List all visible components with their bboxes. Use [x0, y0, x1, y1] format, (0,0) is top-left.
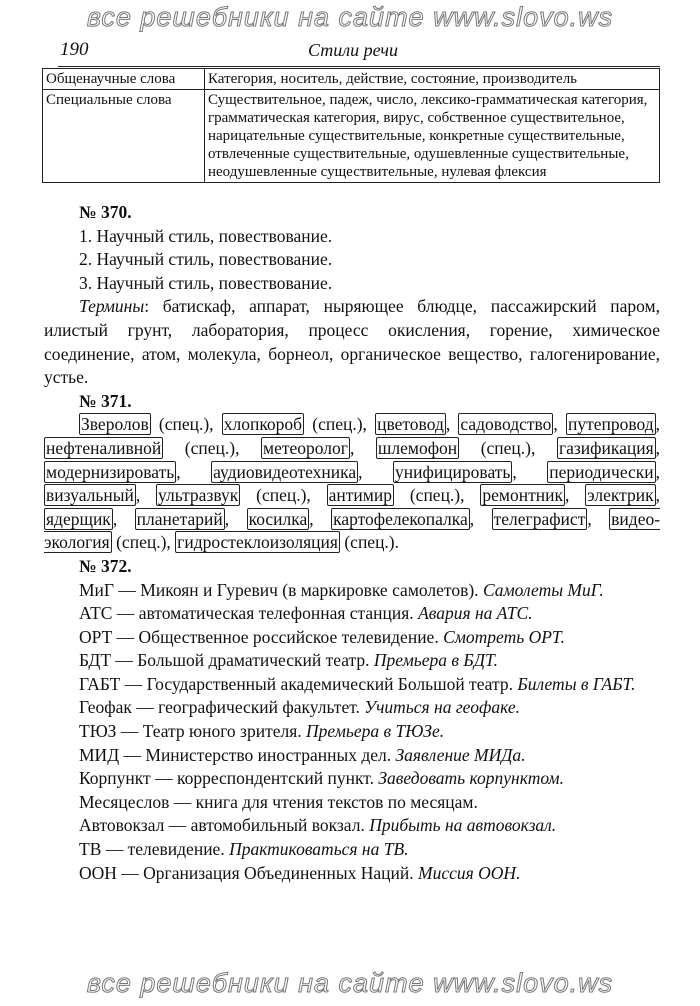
word-separator: ,	[309, 508, 332, 529]
abbreviation-definition: ООН — Организация Объединенных Наций.	[79, 862, 419, 883]
abbreviation-definition: ОРТ — Общественное российское телевидение.	[79, 626, 444, 647]
usage-example: Миссия ООН.	[418, 862, 521, 883]
usage-example: Авария на АТС.	[418, 603, 533, 624]
abbreviation-entry	[44, 862, 660, 886]
abbreviation-definition: ТВ — телевидение.	[79, 839, 230, 860]
marked-word: метеоролог	[263, 437, 348, 458]
word-separator: ,	[587, 508, 610, 529]
terms-text: : батискаф, аппарат, ныряющее блюдце, пассажирский паром, илистый грунт, лаборатория, процесс окисления, горение, химическое соединение, атом, молекула, борнеол, органическое вещество, галогенирование, устье.	[44, 296, 660, 388]
marked-word: ультразвук	[158, 485, 239, 506]
marked-word: Зверолов	[81, 414, 149, 435]
abbreviation-entry	[44, 696, 660, 720]
abbreviation-entry	[44, 744, 660, 768]
word-separator: (спец.),	[111, 532, 176, 553]
marked-word: видео-экология	[44, 508, 661, 553]
word-separator: (спец.),	[304, 414, 376, 435]
word-separator: (спец.).	[339, 532, 400, 553]
word-separator: ,	[655, 461, 661, 482]
word-separator: ,	[512, 461, 548, 482]
abbreviation-entry	[44, 602, 660, 626]
marked-word: садоводство	[460, 414, 552, 435]
abbreviation-entry	[44, 838, 660, 862]
abbreviation-definition: Автовокзал — автомобильный вокзал.	[79, 815, 370, 836]
usage-example: Самолеты МиГ.	[482, 579, 604, 600]
word-separator: ,	[224, 508, 247, 529]
marked-word: ремонтник	[482, 485, 563, 506]
marked-word: периодически	[549, 461, 654, 482]
table-row	[43, 69, 660, 90]
word-separator: ,	[349, 437, 376, 458]
usage-example: Прибыть на автовокзал.	[369, 815, 557, 836]
watermark-top: все решебники на сайте www.slovo.ws	[86, 2, 614, 32]
abbreviation-definition: Корпункт — корреспондентский пункт.	[79, 768, 379, 789]
abbreviation-definition: ТЮЗ — Театр юного зрителя.	[79, 721, 307, 742]
abbreviation-entry	[44, 579, 660, 603]
marked-word: гидростеклоизоляция	[177, 532, 338, 553]
word-separator: (спец.),	[150, 414, 222, 435]
marked-word: шлемофон	[377, 437, 458, 458]
word-separator: ,	[135, 485, 157, 506]
abbreviation-definition: МиГ — Микоян и Гуревич (в маркировке самолетов).	[79, 579, 483, 600]
marked-word: косилка	[248, 508, 308, 529]
marked-word: путепровод	[567, 414, 654, 435]
marked-word: картофелекопалка	[333, 508, 468, 529]
table-cell-examples: Категория, носитель, действие, состояние, производитель	[205, 69, 660, 90]
marked-word: аудиовидеотехника	[213, 461, 357, 482]
exercise-371-number: № 371.	[79, 390, 132, 411]
word-separator: ,	[469, 508, 492, 529]
word-separator: ,	[445, 414, 459, 435]
exercise-371-words	[44, 413, 660, 555]
abbreviation-entry	[44, 720, 660, 744]
word-separator: ,	[564, 485, 586, 506]
table-cell-category: Специальные слова	[43, 90, 205, 183]
table-cell-category: Общенаучные слова	[43, 69, 205, 90]
marked-word: цветовод	[377, 414, 444, 435]
abbreviation-entry	[44, 673, 660, 697]
word-separator: (спец.),	[240, 485, 327, 506]
running-title: Стили речи	[308, 40, 398, 60]
abbreviation-entry	[44, 626, 660, 650]
usage-example: Премьера в БДТ.	[373, 650, 499, 671]
abbreviation-definition: БДТ — Большой драматический театр.	[79, 650, 374, 671]
exercise-370-number: № 370.	[79, 202, 132, 222]
exercise-372-number: № 372.	[79, 555, 132, 576]
marked-word: визуальный	[46, 485, 134, 506]
page-number: 190	[60, 39, 89, 60]
marked-word: нефтеналивной	[46, 437, 162, 458]
word-separator: ,	[553, 414, 566, 435]
list-item: 2. Научный стиль, повествование.	[79, 249, 333, 270]
word-separator: ,	[655, 437, 661, 458]
marked-word: унифицировать	[395, 461, 511, 482]
word-separator: (спец.),	[163, 437, 262, 458]
terms-table	[42, 68, 660, 183]
terms-paragraph	[44, 295, 660, 389]
usage-example: Заявление МИДа.	[395, 744, 526, 765]
page-content	[44, 201, 660, 885]
list-item: 3. Научный стиль, повествование.	[79, 272, 333, 293]
word-separator: (спец.),	[459, 437, 557, 458]
marked-word: хлопкороб	[223, 414, 303, 435]
abbreviation-definition: ГАБТ — Государственный академический Большой театр.	[79, 673, 518, 694]
word-separator: (спец.),	[394, 485, 481, 506]
word-separator: ,	[655, 414, 661, 435]
page-header	[58, 36, 660, 67]
word-separator: ,	[176, 461, 212, 482]
marked-word: планетарий	[136, 508, 223, 529]
marked-word: модернизировать	[46, 461, 175, 482]
abbreviation-entry	[44, 791, 660, 815]
marked-word: ядерщик	[46, 508, 111, 529]
table-row	[43, 90, 660, 183]
usage-example: Смотреть ОРТ.	[443, 626, 565, 647]
table-cell-examples: Существительное, падеж, число, лексико-грамматическая категория, грамматическая категория, вирус, собственное существительное, нарицательные существительные, конкретные существительные, отвлеченные существительные, одушевленные существительные, неодушевленные существительные, нулевая флексия	[205, 90, 660, 183]
abbreviation-entry	[44, 767, 660, 791]
marked-word: антимир	[328, 485, 392, 506]
abbreviation-definition: Месяцеслов — книга для чтения текстов по месяцам.	[79, 791, 478, 812]
abbreviation-entry	[44, 814, 660, 838]
usage-example: Практиковаться на ТВ.	[229, 839, 409, 860]
watermark-bottom: все решебники на сайте www.slovo.ws	[86, 968, 614, 998]
marked-word: газификация	[558, 437, 654, 458]
list-item: 1. Научный стиль, повествование.	[79, 225, 333, 246]
exercise-372-entries	[44, 579, 660, 886]
abbreviation-definition: Геофак — географический факультет.	[79, 697, 365, 718]
usage-example: Премьера в ТЮЗе.	[306, 721, 445, 742]
marked-word: электрик	[587, 485, 654, 506]
usage-example: Заведовать корпунктом.	[378, 768, 564, 789]
abbreviation-definition: МИД — Министерство иностранных дел.	[79, 744, 396, 765]
usage-example: Билеты в ГАБТ.	[517, 673, 636, 694]
word-separator: ,	[358, 461, 393, 482]
abbreviation-definition: АТС — автоматическая телефонная станция.	[79, 603, 419, 624]
terms-label: Термины	[79, 296, 145, 317]
marked-word: телеграфист	[493, 508, 586, 529]
abbreviation-entry	[44, 649, 660, 673]
word-separator: ,	[655, 485, 660, 506]
usage-example: Учиться на геофаке.	[364, 697, 521, 718]
word-separator: ,	[112, 508, 135, 529]
